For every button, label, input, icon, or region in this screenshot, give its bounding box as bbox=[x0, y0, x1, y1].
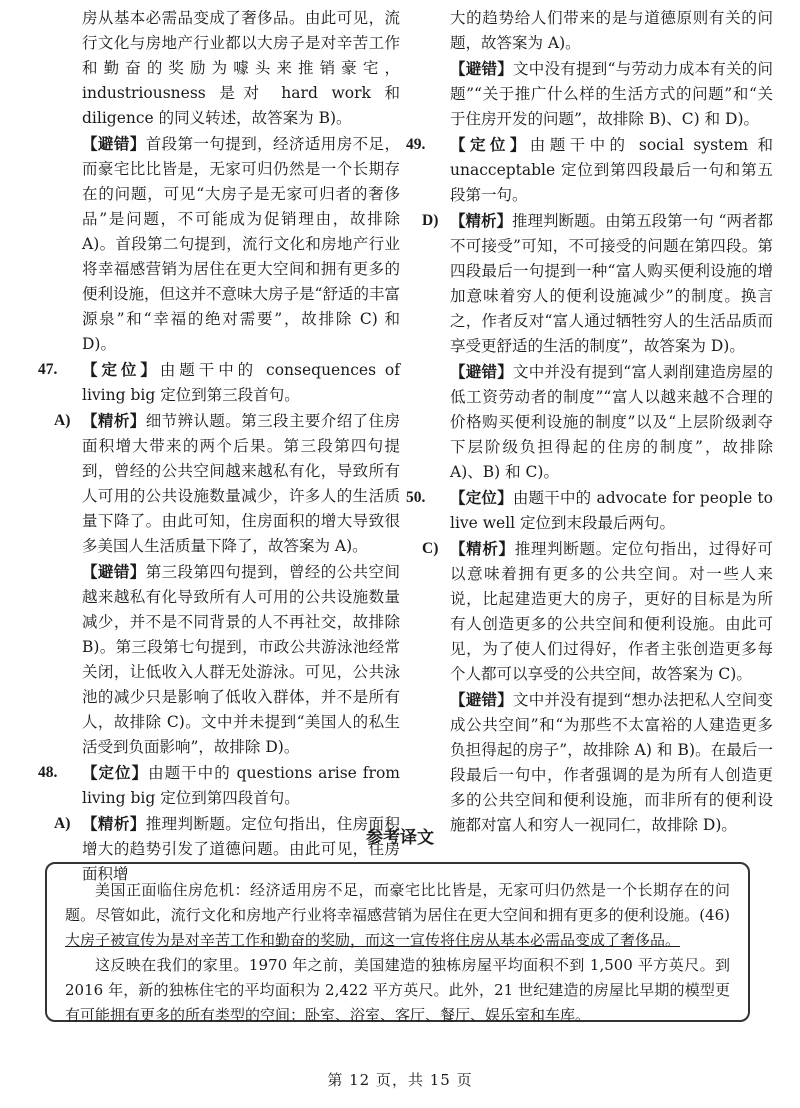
translation-text: 美国正面临住房危机：经济适用房不足，而豪宅比比皆是，无家可归仍然是一个长期存在的问题。尽管如此，流行文化和房地产行业将幸福感营销为居住在更大空间和拥有更多的便利设施。(46) bbox=[65, 881, 730, 924]
underlined-key-sentence: 大房子被宣传为是对辛苦工作和勤奋的奖励，而这一宣传将住房从基本必需品变成了奢侈品。 bbox=[65, 931, 681, 949]
question-number: 50. bbox=[406, 489, 426, 506]
question-49-analysis bbox=[422, 208, 773, 359]
tag-avoid-error: 【避错】 bbox=[450, 690, 514, 709]
translation-paragraph-1 bbox=[65, 878, 730, 953]
paragraph-46-continued: 房从基本必需品变成了奢侈品。由此可见，流行文化与房地产行业都以大房子是对辛苦工作和勤奋的奖励为噱头来推销豪宅，industriousness 是对 hard work 和 diligence 的同义转述，故答案为 B)。 bbox=[82, 9, 400, 127]
question-48-locate bbox=[38, 760, 400, 811]
page-number: 第 12 页，共 15 页 bbox=[327, 1071, 473, 1089]
right-column bbox=[406, 6, 773, 838]
analysis-text: 推理判断题。定位句指出，过得好可以意味着拥有更多的公共空间。对一些人来说，比起建造更大的房子，更好的目标是为所有人创造更多的公共空间和便利设施。由此可见，为了使人们过得好，作者主张创造更多每个人都可以享受的公共空间，故答案为 C)。 bbox=[450, 540, 773, 683]
left-column bbox=[38, 6, 400, 887]
question-50-analysis bbox=[422, 536, 773, 687]
question-49-avoid-error bbox=[428, 359, 773, 485]
answer-letter: A) bbox=[54, 815, 71, 832]
tag-locate: 【定位】 bbox=[450, 135, 530, 154]
question-47-locate bbox=[38, 357, 400, 408]
paragraph-48-continued: 大的趋势给人们带来的是与道德原则有关的问题，故答案为 A)。 bbox=[450, 9, 773, 52]
answer-letter: C) bbox=[422, 540, 439, 557]
analysis-text: 推理判断题。定位句指出，住房面积增大的趋势引发了道德问题。由此可见，住房面积增 bbox=[82, 815, 400, 883]
question-50-avoid-error bbox=[428, 687, 773, 838]
question-number: 49. bbox=[406, 136, 426, 153]
analysis-text: 推理判断题。由第五段第一句 “两者都不可接受”可知，不可接受的问题在第四段。第四段最后一句提到一种“富人购买便利设施的增加意味着穷人的便利设施减少”的制度。换言之，作者反对“富人通过牺牲穷人的生活品质而享受更舒适的生活的制度”，故答案为 D)。 bbox=[450, 212, 773, 355]
locate-text: 由题干中的 advocate for people to live well 定位到末段最后两句。 bbox=[450, 489, 773, 532]
avoid-error-text: 第三段第四句提到，曾经的公共空间越来越私有化导致所有人可用的公共设施数量减少，并不是不同背景的人不再社交，故排除 B)。第三段第七句提到，市政公共游泳池经常关闭，让低收入人群无处游泳。可见，公共泳池的减少只是影响了低收入群体，并不是所有人，故排除 C)。文中并未提到“美国人的私生活受到负面影响”，故排除 D)。 bbox=[82, 563, 400, 756]
question-number: 47. bbox=[38, 361, 58, 378]
translation-heading: 参考译文 bbox=[366, 828, 434, 848]
tag-avoid-error: 【避错】 bbox=[450, 362, 514, 381]
avoid-error-text: 文中并没有提到“富人剥削建造房屋的低工资劳动者的制度”“富人以越来越不合理的价格购买便利设施的制度”以及“上层阶级剥夺下层阶级负担得起的住房的制度”，故排除 A)、B) 和 C)。 bbox=[450, 363, 773, 481]
question-47-analysis bbox=[54, 408, 400, 559]
tag-avoid-error: 【避错】 bbox=[82, 562, 146, 581]
translation-box bbox=[45, 862, 750, 1022]
tag-analysis: 【精析】 bbox=[450, 539, 515, 558]
tag-avoid-error: 【避错】 bbox=[450, 59, 514, 78]
tag-analysis: 【精析】 bbox=[82, 814, 146, 833]
tag-avoid-error: 【避错】 bbox=[82, 134, 146, 153]
locate-text: 由题干中的 consequences of living big 定位到第三段首句。 bbox=[82, 361, 400, 404]
tag-locate: 【定位】 bbox=[82, 360, 160, 379]
analysis-text: 细节辨认题。第三段主要介绍了住房面积增大带来的两个后果。第三段第四句提到，曾经的公共空间越来越私有化，导致所有人可用的公共设施数量减少，许多人的生活质量下降了。由此可知，住房面积的增大导致很多美国人生活质量下降了，故答案为 A)。 bbox=[82, 412, 400, 555]
question-47-avoid-error bbox=[60, 559, 400, 760]
avoid-error-text: 文中没有提到“与劳动力成本有关的问题”“关于推广什么样的生活方式的问题”和“关于住房开发的问题”，故排除 B)、C) 和 D)。 bbox=[450, 60, 773, 128]
paragraph-46-avoid-error bbox=[60, 131, 400, 357]
locate-text: 由题干中的 questions arise from living big 定位到第四段首句。 bbox=[82, 764, 400, 807]
answer-letter: D) bbox=[422, 212, 439, 229]
tag-locate: 【定位】 bbox=[82, 763, 149, 782]
locate-text: 由题干中的 social system 和 unacceptable 定位到第四段最后一句和第五段第一句。 bbox=[450, 136, 773, 204]
tag-locate: 【定位】 bbox=[450, 488, 513, 507]
tag-analysis: 【精析】 bbox=[82, 411, 146, 430]
question-49-locate bbox=[406, 132, 773, 208]
avoid-error-text: 文中并没有提到“想办法把私人空间变成公共空间”和“为那些不太富裕的人建造更多负担得起的房子”，故排除 A) 和 B)。在最后一段最后一句中，作者强调的是为所有人创造更多的公共空间和便利设施，而非所有的便利设施都对富人和穷人一视同仁，故排除 D)。 bbox=[450, 691, 773, 834]
avoid-error-text: 首段第一句提到，经济适用房不足，而豪宅比比皆是，无家可归仍然是一个长期存在的问题，可见“大房子是无家可归者的奢侈品”是问题，不可能成为促销理由，故排除 A)。首段第二句提到，流行文化和房地产行业将幸福感营销为居住在更大空间和拥有更多的便利设施，但这并不意味大房子是“舒适的丰富源泉”和“幸福的绝对需要”，故排除 C) 和 D)。 bbox=[82, 135, 400, 353]
question-number: 48. bbox=[38, 764, 58, 781]
translation-paragraph-2: 这反映在我们的家里。1970 年之前，美国建造的独栋房屋平均面积不到 1,500 平方英尺。到 2016 年，新的独栋住宅的平均面积为 2,422 平方英尺。此外，21 世纪建造的房屋比早期的模型更有可能拥有更多的所有类型的空间：卧室、浴室、客厅、餐厅、娱乐室和车库。 bbox=[65, 956, 730, 1024]
paragraph-48-avoid-error bbox=[428, 56, 773, 132]
answer-letter: A) bbox=[54, 412, 71, 429]
tag-analysis: 【精析】 bbox=[450, 211, 513, 230]
question-50-locate bbox=[406, 485, 773, 536]
